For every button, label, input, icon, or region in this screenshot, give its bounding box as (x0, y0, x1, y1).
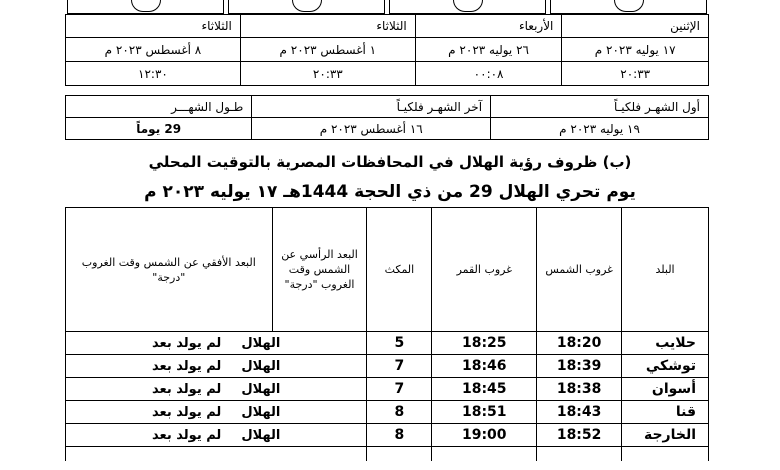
crescent-label: الهلال (241, 427, 281, 443)
moonset-cell: 18:51 (432, 401, 537, 424)
town-cell: توشكي (622, 355, 709, 378)
phase-times-row (66, 62, 709, 86)
moon-phase-icon (453, 0, 483, 12)
moon-phase-icon (614, 0, 644, 12)
moon-cell (67, 0, 224, 14)
visibility-header-row (66, 208, 709, 332)
phase-day: الإثنين (562, 15, 709, 38)
section-title: (ب) ظروف رؤية الهلال في المحافظات المصرية بالتوقيت المحلي (148, 153, 632, 171)
col-vertical-distance: البعد الرأسي عن الشمس وقت الغروب "درجة" (272, 208, 367, 332)
phase-day: الأربعاء (415, 15, 562, 38)
col-stay: المكث (367, 208, 432, 332)
table-row (66, 332, 709, 355)
crescent-label: الهلال (241, 358, 281, 374)
month-end-value: ١٦ أغسطس ٢٠٢٣ م (252, 118, 491, 140)
phase-day: الثلاثاء (66, 15, 241, 38)
stay-cell: 5 (367, 332, 432, 355)
moonset-cell: 18:45 (432, 378, 537, 401)
status-label: لم يولد بعد (152, 404, 222, 420)
phase-dates-row (66, 38, 709, 62)
sunset-cell: 18:38 (537, 378, 622, 401)
status-label: لم يولد بعد (152, 427, 222, 443)
month-values-row (66, 118, 709, 140)
table-row (66, 378, 709, 401)
status-label: لم يولد بعد (152, 335, 222, 351)
month-info-table (65, 95, 709, 140)
col-sunset: غروب الشمس (537, 208, 622, 332)
phase-date: ١٧ يوليه ٢٠٢٣ م (562, 38, 709, 62)
phase-date: ٢٦ يوليه ٢٠٢٣ م (415, 38, 562, 62)
status-cell (66, 332, 367, 355)
stay-cell: 8 (367, 424, 432, 447)
month-start-value: ١٩ يوليه ٢٠٢٣ م (491, 118, 709, 140)
moon-cell (228, 0, 385, 14)
moonset-cell: 18:25 (432, 332, 537, 355)
moon-cell (389, 0, 546, 14)
month-header: طـول الشهـــر (66, 96, 252, 118)
status-label: لم يولد بعد (152, 381, 222, 397)
table-row (66, 424, 709, 447)
town-cell: حلايب (622, 332, 709, 355)
phase-time: ٠٠:٠٨ (415, 62, 562, 86)
stay-cell: 7 (367, 378, 432, 401)
col-town: البلد (622, 208, 709, 332)
table-row (66, 355, 709, 378)
observation-day: يوم تحري الهلال 29 من ذي الحجة 1444هـ ١٧ يوليه ٢٠٢٣ م (144, 182, 636, 202)
moon-phase-icon (292, 0, 322, 12)
sunset-cell: 18:43 (537, 401, 622, 424)
stay-cell: 8 (367, 401, 432, 424)
col-moonset: غروب القمر (432, 208, 537, 332)
crescent-label: الهلال (241, 335, 281, 351)
status-cell (66, 355, 367, 378)
moon-cell (550, 0, 707, 14)
col-horizontal-distance: البعد الأفقي عن الشمس وقت الغروب "درجة" (66, 208, 273, 332)
month-length-value: 29 يوماً (66, 118, 252, 140)
status-cell (66, 424, 367, 447)
sunset-cell: 18:39 (537, 355, 622, 378)
moonset-cell: 19:00 (432, 424, 537, 447)
month-header-row (66, 96, 709, 118)
phase-day: الثلاثاء (240, 15, 415, 38)
status-cell (66, 401, 367, 424)
table-row-partial (66, 447, 709, 461)
moon-phases-table (65, 14, 709, 86)
visibility-table (65, 207, 709, 461)
status-label: لم يولد بعد (152, 358, 222, 374)
town-cell: الخارجة (622, 424, 709, 447)
phase-time: ٢٠:٣٣ (562, 62, 709, 86)
phase-date: ٨ أغسطس ٢٠٢٣ م (66, 38, 241, 62)
phase-date: ١ أغسطس ٢٠٢٣ م (240, 38, 415, 62)
month-header: أول الشهـر فلكيـاً (491, 96, 709, 118)
table-row (66, 401, 709, 424)
phase-time: ٢٠:٣٣ (240, 62, 415, 86)
moonset-cell: 18:46 (432, 355, 537, 378)
month-header: آخر الشهـر فلكيـاً (252, 96, 491, 118)
crescent-label: الهلال (241, 381, 281, 397)
phase-days-row (66, 15, 709, 38)
moon-phase-icon (131, 0, 161, 12)
status-cell (66, 378, 367, 401)
town-cell: قنا (622, 401, 709, 424)
sunset-cell: 18:20 (537, 332, 622, 355)
stay-cell: 7 (367, 355, 432, 378)
sunset-cell: 18:52 (537, 424, 622, 447)
phase-time: ١٢:٣٠ (66, 62, 241, 86)
town-cell: أسوان (622, 378, 709, 401)
crescent-label: الهلال (241, 404, 281, 420)
